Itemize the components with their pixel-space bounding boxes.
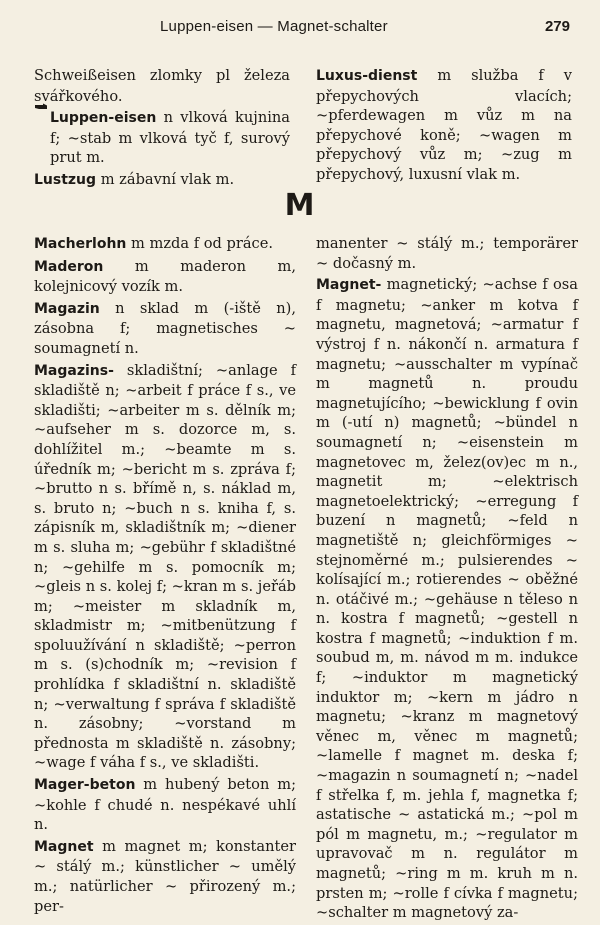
dictionary-entry (34, 775, 296, 835)
entry-headword: Magazin (34, 300, 100, 317)
top-right-column (316, 66, 572, 187)
dictionary-entry (316, 66, 572, 185)
running-head: Luppen-eisen — Magnet-schalter (160, 18, 388, 35)
section-letter: M (284, 188, 316, 223)
dictionary-entry (34, 66, 290, 106)
entry-headword: Luxus-dienst (316, 68, 418, 84)
entry-definition: n sklad m (-iště n), zásobna f; magnetisches ~ soumagnetí n. (34, 299, 296, 357)
entry-headword: Magnet- (316, 277, 382, 294)
entry-headword: Mager-beton (34, 777, 136, 794)
entry-definition: m služba f v přepychových vlacích; ~pferdewagen m vůz m na přepychové koně; ~wagen m přepychový vůz m; ~zug m přepychový, luxusní vlak m. (316, 67, 572, 183)
dictionary-entry (34, 299, 296, 359)
dictionary-entry (34, 234, 296, 255)
entry-definition: m magnet m; konstanter ~ stálý m.; künstlicher ~ umělý m.; natürlicher ~ přirozený m.; per- (34, 837, 296, 915)
entry-definition: m hubený beton m; ~kohle f chudé n. nespékavé uhlí n. (34, 776, 296, 834)
dictionary-entry (34, 837, 296, 916)
entry-headword: Luppen-eisen (50, 110, 157, 127)
entry-headword: Magazins- (34, 362, 114, 379)
entry-definition: skladištní; ~anlage f skladiště n; ~arbeit f práce f s., ve skladišti; ~arbeiter m s. dělník m; ~aufseher m s. dozorce m, s. dohlížitel m.; ~beamte m s. úředník m; ~bericht m s. zpráva f; ~brutto n s. břímě n, s. náklad m, s. bruto n; ~buch n s. kniha f, s. zápisník m, skladištník m; ~diener m s. sluha m; ~gebühr f skladištné n; ~gehilfe m s. pomocník m; ~gleis n s. kolej f; ~kran m s. jeřáb m; ~meister m skladník m, skladmistr m; ~mitbenützung f spoluužívání n skladiště; ~perron m s. (s)chodník m; ~revision f prohlídka f skladištní n. skladiště n; ~verwaltung f správa f skladiště n. zásobny; ~vorstand m přednosta m skladiště n. zásobny; ~wage f váha f s., ve skladišti. (34, 361, 296, 772)
dictionary-entry (34, 257, 296, 297)
entry-headword: Macherlohn (34, 236, 127, 252)
entry-definition: m zábavní vlak m. (96, 170, 235, 188)
page-number: 279 (544, 18, 570, 35)
page-header (0, 18, 600, 44)
dictionary-entry (34, 361, 296, 773)
entry-definition: m mzda f od práce. (126, 235, 274, 252)
entry-headword: Magnet (34, 838, 94, 855)
entry-definition: Schweißeisen zlomky pl železa svářkového. (34, 67, 290, 105)
entry-definition: m maderon m, kolejnicový vozík m. (34, 257, 296, 296)
entry-definition: magnetický; ~achse f osa f magnetu; ~anker m kotva f magnetu, magnetová; ~armatur f výstroj f n. nákončí n. armatura f magnetu; ~ausschalter m vypínač m magnetů n. proudu magnetujícího; ~bewicklung f ovin m (-utí n) magnetů; ~bündel n soumagnetí n; ~eisenstein m magnetovec m, želez(ov)ec m n., magnetit m; ~elektrisch magnetoelektrický; ~erregung f buzení n magnetů; ~feld n magnetiště n; gleichförmiges ~ stejnoměrné m.; pulsierendes ~ kolísající m.; rotierendes ~ oběžné n. otáčivé m.; ~gehäuse n těleso n n. kostra f magnetů; ~gestell n kostra f magnetů; ~induktion f m. soubud m, m. návod m m. indukce f; ~induktor m magnetický induktor m; ~kern m jádro n magnetu; ~kranz m magnetový věnec m, věnec m magnetů; ~lamelle f magnet m. deska f; ~magazin n soumagnetí n; ~nadel f střelka f, m. jehla f, magnetka f; astatische ~ astatická m.; ~pol m pól m magnetu, m.; ~regulator m upravovač m n. regulátor m magnetů; ~ring m m. kruh m n. prsten m; ~rolle f cívka f magnetu; ~schalter m magnetový za- (316, 276, 578, 922)
entry-definition: n vlková kujnina f; ~stab m vlková tyč f, surový prut m. (50, 109, 290, 167)
entry-continuation: manenter ~ stálý m.; temporärer ~ dočasný m. (316, 235, 578, 272)
top-left-column (34, 66, 290, 193)
entry-headword: Maderon (34, 258, 104, 275)
dictionary-entry (34, 108, 290, 168)
entry-headword: Lustzug (34, 171, 97, 188)
dictionary-entry (316, 275, 578, 923)
left-column (34, 234, 296, 918)
right-column (316, 234, 578, 925)
